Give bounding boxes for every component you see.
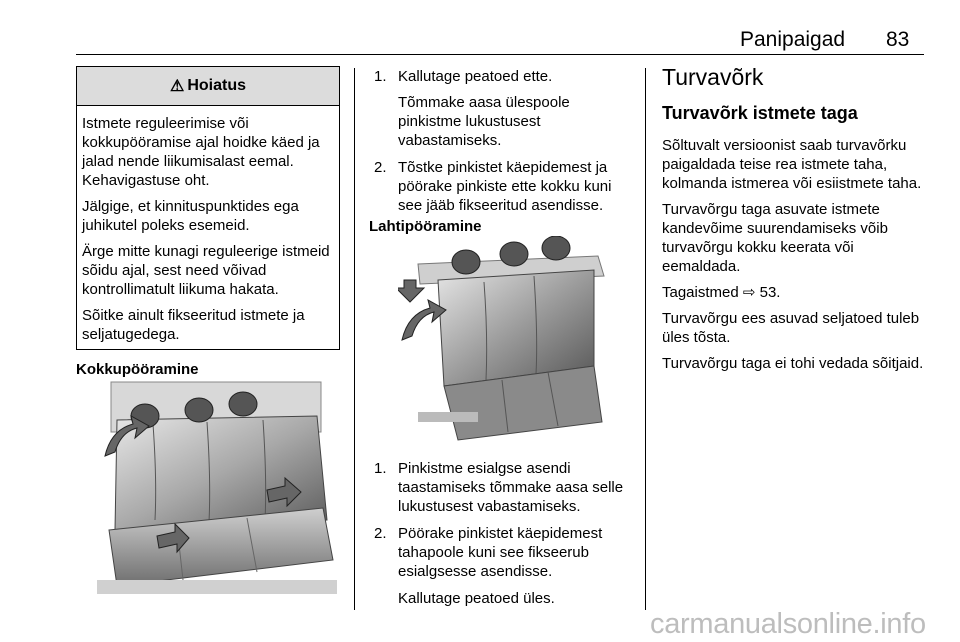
warning-box — [76, 66, 340, 350]
step-text: Kallutage peatoed ette. — [398, 68, 553, 85]
step-text: Pöörake pinkistet käepidemest tahapoole kuni see fikseerub esialgsesse asendisse. — [398, 525, 603, 580]
warning-body — [77, 106, 339, 344]
paragraph: Turvavõrgu taga asuvate istmete kandevõime suurendamiseks võib turvavõrgu kokku keerata või eemaldada. — [662, 201, 888, 275]
paragraph: Sõltuvalt versioonist saab turvavõrku paigaldada teise rea istmete taha, kolmanda istmerea või esiistmete taha. — [662, 137, 922, 192]
step-text: Pinkistme esialgse asendi taastamiseks tõmmake aasa selle lukustusest vabastamiseks. — [398, 460, 624, 515]
step-number: 1. — [374, 460, 387, 477]
column-divider — [354, 68, 355, 610]
step-number: 2. — [374, 525, 387, 542]
seat-unfolding-illustration — [398, 236, 610, 444]
paragraph: Turvavõrgu ees asuvad seljatoed tuleb üles tõsta. — [662, 310, 920, 346]
warning-paragraph: Sõitke ainult fikseeritud istmete ja seljatugedega. — [82, 307, 305, 343]
header-rule — [76, 54, 924, 55]
step-number: 2. — [374, 159, 387, 176]
list-item — [374, 67, 636, 86]
column-divider — [645, 68, 646, 610]
folding-heading: Kokkupööramine — [76, 361, 199, 378]
list-item — [374, 158, 636, 215]
folding-steps — [374, 67, 636, 223]
warning-title: Hoiatus — [187, 77, 246, 94]
list-item — [374, 524, 640, 581]
cross-reference-link[interactable]: Tagaistmed ⇨ 53. — [662, 284, 781, 301]
step-note: Kallutage peatoed üles. — [398, 590, 555, 607]
unfold-heading: Lahtipööramine — [369, 218, 482, 235]
watermark: carmanualsonline.info — [650, 608, 926, 640]
page-number: 83 — [886, 28, 910, 51]
seat-folding-illustration — [97, 380, 337, 594]
step-number: 1. — [374, 68, 387, 85]
warning-header — [77, 67, 339, 106]
paragraph: Turvavõrgu taga ei tohi vedada sõitjaid. — [662, 355, 924, 372]
right-column-text — [662, 136, 932, 380]
step-note: Tõmmake aasa ülespoole pinkistme lukustusest vabastamiseks. — [398, 94, 570, 149]
warning-triangle-icon: ⚠ — [169, 78, 185, 95]
unfold-steps — [374, 459, 640, 616]
warning-paragraph: Istmete reguleerimise või kokkupööramise ajal hoidke käed ja jalad nende liikumisalast eemal. Kehavigastuse oht. — [82, 115, 320, 189]
warning-paragraph: Jälgige, et kinnituspunktides ega juhikutel poleks esemeid. — [82, 198, 299, 234]
step-text: Tõstke pinkistet käepidemest ja pöörake pinkiste ette kokku kuni see jääb fikseeritud asendisse. — [398, 159, 612, 214]
warning-paragraph: Ärge mitte kunagi reguleerige istmeid sõidu ajal, sest need võivad kontrollimatult liikuma hakata. — [82, 243, 330, 298]
page-section-title: Panipaigad — [740, 28, 846, 51]
list-item — [374, 459, 640, 516]
section-subtitle: Turvavõrk istmete taga — [662, 103, 858, 123]
section-title: Turvavõrk — [662, 64, 764, 90]
